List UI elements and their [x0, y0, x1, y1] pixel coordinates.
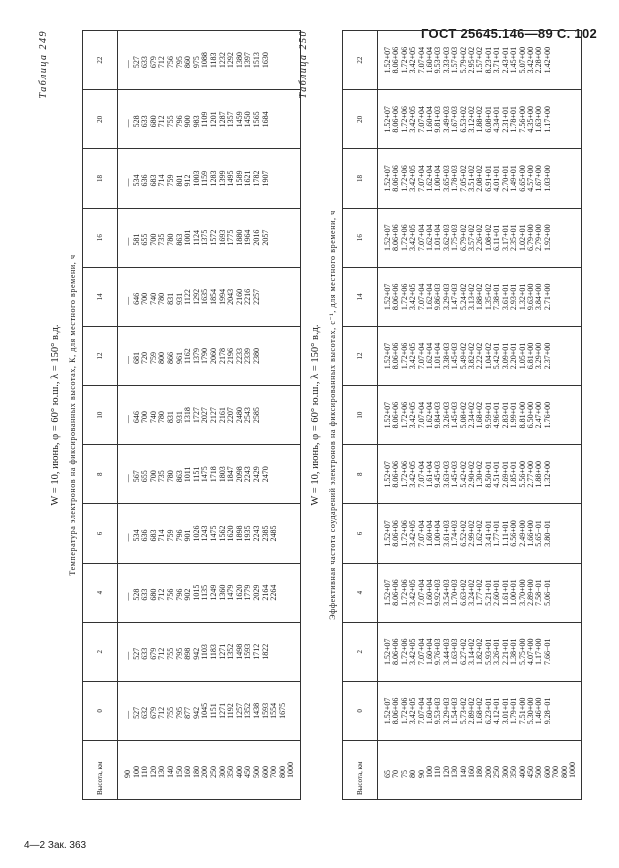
- time-header-14: 14: [83, 267, 118, 326]
- table-249-subtitle: W = 10, июнь, φ = 60° ю.ш., λ = 150° в.д.: [50, 324, 61, 506]
- value-column-22: 1.52+07 8.06+06 1.72+06 3.42+05 7.07+04 1.60+04 9.53+03 3.33+03 1.57+03 5.79+02 2.95+02 1.57+02 8.23+01 3.71+01 2.43+01 1.45+01 5.07+00 3.42+00 2.28+00 1.42+00: [378, 31, 582, 90]
- time-header-12: 12: [343, 326, 378, 385]
- time-header-2: 2: [83, 622, 118, 681]
- altitude-header: Высота, км: [83, 741, 118, 800]
- time-header-2: 2: [343, 622, 378, 681]
- time-header-8: 8: [83, 445, 118, 504]
- altitude-column: 65 70 75 80 90 100 110 120 130 140 160 180 200 250 300 350 400 450 500 600 700 800 1000: [378, 741, 582, 800]
- table-250-block: [298, 30, 588, 800]
- time-header-18: 18: [343, 149, 378, 208]
- altitude-header: Высота, км: [343, 741, 378, 800]
- altitude-column: 90 100 110 120 130 140 150 160 180 200 250 300 350 400 450 500 600 700 800 1000: [118, 741, 301, 800]
- table-250-caption: Эффективная частота соударений электронов на фиксированных высотах, с⁻¹, для местного времени, ч: [328, 210, 337, 620]
- time-header-22: 22: [343, 31, 378, 90]
- time-header-8: 8: [343, 445, 378, 504]
- value-column-6: 1.52+07 8.06+06 1.72+06 3.42+05 7.07+04 1.60+04 1.00+04 3.61+03 1.74+03 6.52+02 2.99+02 1.62+02 3.41+01 1.77+01 1.11+01 6.56+00 2.49+00 1.66+00 5.65−01 3.80−01: [378, 504, 582, 563]
- page-header: ГОСТ 25645.146—89 С. 102: [421, 26, 597, 41]
- value-column-16: — 581 655 700 735 780 863 1001 1124 1375 1572 1693 1775 1880 1964 2016 2057: [118, 208, 301, 267]
- time-header-10: 10: [343, 386, 378, 445]
- time-header-22: 22: [83, 31, 118, 90]
- value-column-20: — 528 633 680 712 755 796 900 983 1109 1201 1287 1357 1459 1450 1565 1684: [118, 90, 301, 149]
- value-column-0: 1.52+07 8.06+06 1.72+06 3.42+05 7.07+04 1.60+04 9.53+03 3.29+03 1.54+03 5.73+02 2.89+02 1.68+02 6.23+01 4.12+01 3.01+01 1.79+01 7.51+00 5.30+00 1.46+00 9.28−01: [378, 681, 582, 740]
- value-column-10: 1.52+07 8.06+06 1.72+06 3.42+05 7.07+04 1.62+04 9.84+03 3.26+03 1.45+03 5.08+02 2.34+02 1.68+02 9.59+01 4.96+01 2.83+01 1.99+01 8.81+00 6.50+00 2.47+00 1.76+00: [378, 386, 582, 445]
- time-header-12: 12: [83, 326, 118, 385]
- table-249-label: Таблица 249: [38, 30, 49, 99]
- value-column-22: — 527 633 679 712 756 795 860 975 1088 1183 1232 1292 1380 1397 1513 1630: [118, 31, 301, 90]
- time-header-16: 16: [343, 208, 378, 267]
- time-header-10: 10: [83, 386, 118, 445]
- time-header-18: 18: [83, 149, 118, 208]
- time-header-20: 20: [83, 90, 118, 149]
- time-header-14: 14: [343, 267, 378, 326]
- value-column-2: — 527 633 679 712 755 795 898 942 1103 1183 1271 1352 1498 1593 1712 1822: [118, 622, 301, 681]
- value-column-10: — 646 700 740 780 831 931 1318 1727 2027 2127 2161 2207 2480 2543 2585: [118, 386, 301, 445]
- table-249-caption: Температура электронов на фиксированных высотах, К, для местного времени, ч: [68, 254, 77, 576]
- value-column-18: 1.52+07 8.06+06 1.72+06 3.42+05 7.07+04 1.62+04 1.00+04 3.65+03 1.78+03 7.05+02 3.51+02 2.08+02 6.91+01 4.01+01 2.70+01 1.49+01 6.65+00 4.57+00 1.67+00 1.03+00: [378, 149, 582, 208]
- value-column-16: 1.52+07 8.06+06 1.72+06 3.42+05 7.07+04 1.62+04 1.01+04 3.62+03 1.75+03 6.79+02 3.57+02 2.26+02 1.08+02 6.11+01 3.17+01 2.35+01 1.02+01 6.79+00 2.79+00 1.92+00: [378, 208, 582, 267]
- value-column-18: — 534 636 683 714 759 801 912 1003 1159 1283 1399 1495 1589 1621 1782 1907: [118, 149, 301, 208]
- value-column-14: — 646 700 740 780 831 931 1122 1292 1635 1854 1994 2043 2160 2216 2257: [118, 267, 301, 326]
- value-column-2: 1.52+07 8.06+06 1.72+06 3.42+05 7.07+04 1.60+04 9.76+03 3.44+03 1.63+03 6.27+02 3.14+02 1.82+02 5.93+01 3.26+01 2.21+01 1.38+01 5.75+00 4.07+00 1.17+00 7.66−01: [378, 622, 582, 681]
- value-column-12: — 681 720 759 800 866 961 1162 1379 1790 2060 2178 2196 2233 2339 2380: [118, 326, 301, 385]
- page-footer: 4—2 Зак. 363: [24, 840, 87, 851]
- time-header-6: 6: [83, 504, 118, 563]
- time-header-20: 20: [343, 90, 378, 149]
- table-249: [82, 30, 301, 800]
- time-header-0: 0: [343, 681, 378, 740]
- value-column-8: — 567 655 700 735 780 863 1011 1151 1475 1718 1803 1847 2098 2243 2429 2470: [118, 445, 301, 504]
- value-column-14: 1.52+07 8.06+06 1.72+06 3.42+05 7.07+04 1.62+04 9.86+03 3.29+03 1.47+03 5.24+02 3.13+02 1.88+02 1.35+02 7.38+01 3.61+01 2.93+01 1.32+01 9.63+00 3.84+00 2.71+00: [378, 267, 582, 326]
- time-header-6: 6: [343, 504, 378, 563]
- time-header-16: 16: [83, 208, 118, 267]
- time-header-0: 0: [83, 681, 118, 740]
- table-250-subtitle: W = 10, июнь, φ = 60° ю.ш., λ = 150° в.д.: [310, 324, 321, 506]
- value-column-20: 1.52+07 8.06+06 1.72+06 3.42+05 7.07+04 1.60+04 9.81+03 3.49+03 1.67+03 6.53+02 3.12+02 1.88+02 6.08+01 4.34+01 2.31+01 1.78+01 7.56+00 4.35+00 1.63+00 1.17+00: [378, 90, 582, 149]
- value-column-12: 1.52+07 8.06+06 1.72+06 3.42+05 7.07+04 1.62+04 1.01+04 3.38+03 1.45+03 5.49+02 3.82+02 2.22+02 1.04+02 5.42+01 3.09+01 2.20+01 1.05+01 6.81+00 3.29+00 2.37+00: [378, 326, 582, 385]
- table-250: [342, 30, 582, 800]
- value-column-4: — 528 633 680 712 756 796 902 1015 1135 1249 1360 1479 1620 1779 2029 2164 2264: [118, 563, 301, 622]
- value-column-4: 1.52+07 8.06+06 1.72+06 3.42+05 7.07+04 1.60+04 9.92+03 3.54+03 1.70+03 6.63+02 3.24+02 1.77+02 5.21+01 2.60+01 1.61+01 1.00+01 3.70+00 2.89+00 7.58−01 5.06−01: [378, 563, 582, 622]
- time-header-4: 4: [83, 563, 118, 622]
- table-249-block: [38, 30, 296, 800]
- value-column-6: — 534 636 683 714 759 796 901 1026 1243 1475 1562 1620 1898 1935 2243 2385 2485: [118, 504, 301, 563]
- table-250-label: Таблица 250: [298, 30, 309, 99]
- value-column-0: — 527 632 679 712 755 795 877 942 1045 1151 1271 1192 1257 1352 1438 1593 1554 1675: [118, 681, 301, 740]
- value-column-8: 1.52+07 8.06+06 1.72+06 3.42+05 7.07+04 1.61+04 9.45+03 3.63+03 1.45+03 5.42+02 2.90+02 1.30+02 8.50+01 4.51+01 2.69+01 1.85+01 5.56+00 2.77+00 1.88+00 1.32+00: [378, 445, 582, 504]
- time-header-4: 4: [343, 563, 378, 622]
